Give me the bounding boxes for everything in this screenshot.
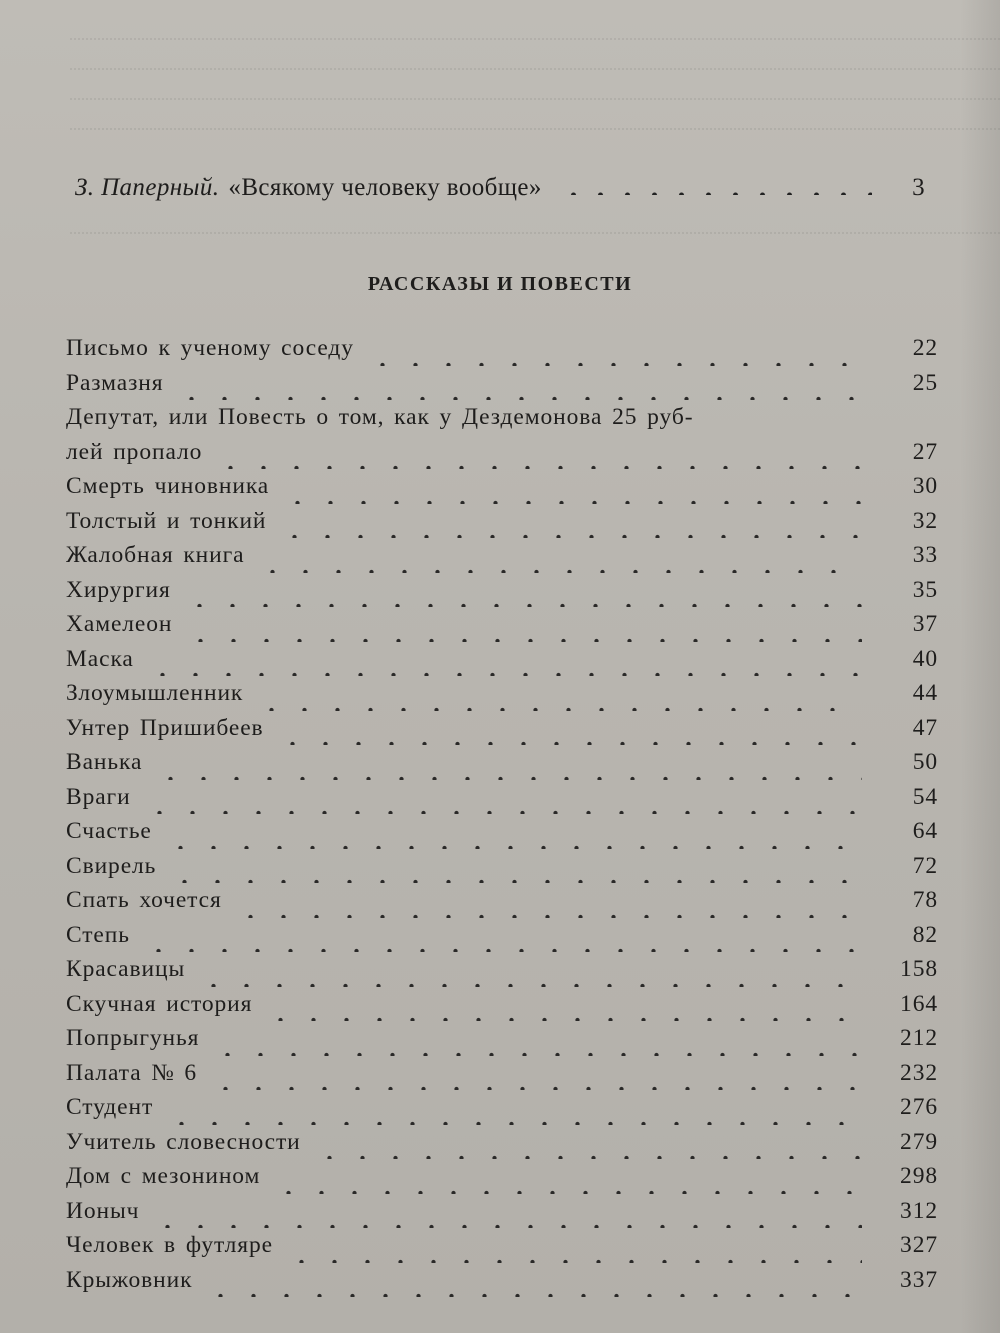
section-heading: РАССКАЗЫ И ПОВЕСТИ [367, 273, 633, 295]
show-through-line [70, 98, 1000, 110]
toc-entry [66, 1125, 938, 1160]
toc-entry-title: Размазня [66, 369, 164, 396]
toc-entry-page-number: 279 [900, 1128, 938, 1155]
toc-entry [66, 366, 938, 401]
dot-leader [285, 1229, 862, 1263]
toc-entry-title: Смерть чиновника [66, 473, 270, 499]
toc-entry-page-number: 35 [912, 576, 938, 603]
table-of-contents [66, 331, 938, 1297]
dot-leader [366, 332, 862, 366]
dot-leader [214, 435, 862, 469]
toc-entry-page-number: 37 [912, 611, 938, 637]
dot-leader [264, 987, 862, 1021]
dot-leader [183, 573, 862, 607]
toc-entry [66, 504, 938, 539]
dot-leader [165, 1091, 862, 1125]
dot-leader [256, 539, 862, 573]
toc-entry-page-number: 276 [900, 1094, 938, 1120]
dot-leader [211, 1022, 862, 1056]
toc-entry-title: Враги [66, 783, 131, 810]
dot-leader [184, 608, 862, 642]
toc-entry-title: Красавицы [66, 956, 186, 982]
toc-entry [66, 607, 938, 642]
toc-entry [66, 814, 938, 849]
toc-entry [66, 538, 938, 573]
toc-entry-page-number: 72 [912, 852, 938, 879]
toc-entry [66, 952, 938, 987]
toc-entry [66, 1228, 938, 1263]
toc-entry-title: Попрыгунья [66, 1025, 200, 1051]
toc-entry-title: Депутат, или Повесть о том, как у Дездемонова 25 руб- [66, 404, 694, 430]
toc-entry-page-number: 50 [912, 749, 938, 775]
dot-leader [278, 504, 862, 538]
toc-entry [66, 883, 938, 918]
toc-entry-title: Маска [66, 645, 134, 672]
toc-entry-title: Ионыч [66, 1197, 140, 1224]
toc-entry-page-number: 82 [912, 921, 938, 948]
toc-entry [66, 642, 938, 677]
dot-leader [234, 884, 862, 918]
toc-entry [66, 849, 938, 884]
toc-entry [66, 918, 938, 953]
toc-entry-title: Крыжовник [66, 1266, 193, 1293]
toc-entry-title: Хамелеон [66, 611, 173, 637]
dot-leader [151, 1194, 862, 1228]
toc-entry-title: Палата № 6 [66, 1059, 198, 1086]
toc-entry-title: Жалобная книга [66, 542, 245, 568]
show-through-line [70, 128, 1000, 140]
toc-entry-page-number: 22 [912, 335, 938, 361]
toc-entry-page-number: 212 [900, 1025, 938, 1051]
page-edge-shadow [960, 0, 1000, 1333]
toc-entry-page-number: 32 [912, 507, 938, 534]
toc-entry-page-number: 44 [912, 680, 938, 706]
dot-leader [197, 953, 862, 987]
toc-entry-page-number: 30 [912, 473, 938, 499]
toc-entry-page-number: 27 [912, 438, 938, 465]
toc-entry-title: Степь [66, 921, 130, 948]
dot-leader [209, 1056, 862, 1090]
toc-entry-title: Дом с мезонином [66, 1163, 261, 1189]
toc-entry-title-continuation: лей пропало [66, 438, 203, 465]
toc-entry-page-number: 298 [900, 1163, 938, 1189]
toc-entry [66, 1159, 938, 1194]
toc-entry-title: Студент [66, 1094, 154, 1120]
intro-entry [75, 171, 925, 207]
dot-leader [164, 815, 862, 849]
intro-title: «Всякому человеку вообще» [228, 174, 542, 201]
toc-entry-page-number: 78 [912, 887, 938, 913]
show-through-line [70, 38, 1000, 50]
toc-entry-title: Хирургия [66, 576, 171, 603]
toc-entry [66, 469, 938, 504]
toc-entry [66, 331, 938, 366]
show-through-line [70, 68, 1000, 80]
toc-entry [66, 1021, 938, 1056]
intro-page-number: 3 [912, 174, 925, 201]
toc-entry-page-number: 232 [900, 1059, 938, 1086]
toc-entry [66, 1090, 938, 1125]
show-through-line [70, 232, 1000, 244]
toc-entry-title: Толстый и тонкий [66, 507, 267, 534]
dot-leader [281, 470, 862, 504]
toc-entry-title: Свирель [66, 852, 157, 879]
toc-entry-page-number: 337 [900, 1266, 938, 1293]
toc-entry-page-number: 25 [912, 369, 938, 396]
toc-entry-page-number: 47 [912, 714, 938, 741]
dot-leader [276, 711, 862, 745]
dot-leader [204, 1263, 862, 1297]
toc-entry-title: Ванька [66, 749, 143, 775]
dot-leader [272, 1160, 862, 1194]
toc-entry-page-number: 54 [912, 783, 938, 810]
toc-entry [66, 987, 938, 1022]
dot-leader [154, 746, 862, 780]
dot-leader [168, 849, 862, 883]
toc-entry [66, 1056, 938, 1091]
toc-entry [66, 711, 938, 746]
toc-entry [66, 780, 938, 815]
toc-entry-title: Счастье [66, 818, 152, 844]
toc-entry-page-number: 158 [900, 956, 938, 982]
toc-entry [66, 1194, 938, 1229]
toc-entry-page-number: 33 [912, 542, 938, 568]
toc-entry-title: Унтер Пришибеев [66, 714, 264, 741]
toc-entry-page-number: 40 [912, 645, 938, 672]
toc-entry-title: Учитель словесности [66, 1128, 301, 1155]
toc-entry-page-number: 312 [900, 1197, 938, 1224]
dot-leader [143, 780, 862, 814]
dot-leader [175, 366, 862, 400]
toc-entry-title: Скучная история [66, 990, 253, 1017]
toc-entry [66, 400, 938, 469]
toc-entry-page-number: 64 [912, 818, 938, 844]
toc-entry [66, 573, 938, 608]
toc-entry [66, 1263, 938, 1298]
toc-entry [66, 745, 938, 780]
toc-entry-title: Спать хочется [66, 887, 222, 913]
toc-entry-page-number: 164 [900, 990, 938, 1017]
dot-leader [142, 918, 862, 952]
toc-entry-title: Человек в футляре [66, 1232, 273, 1258]
toc-entry-page-number: 327 [900, 1232, 938, 1258]
dot-leader [560, 171, 872, 195]
intro-author: З. Паперный. [75, 174, 220, 201]
dot-leader [255, 677, 862, 711]
toc-entry-title: Письмо к ученому соседу [66, 335, 354, 361]
toc-entry-title: Злоумышленник [66, 680, 244, 706]
toc-entry [66, 676, 938, 711]
dot-leader [146, 642, 862, 676]
dot-leader [313, 1125, 862, 1159]
